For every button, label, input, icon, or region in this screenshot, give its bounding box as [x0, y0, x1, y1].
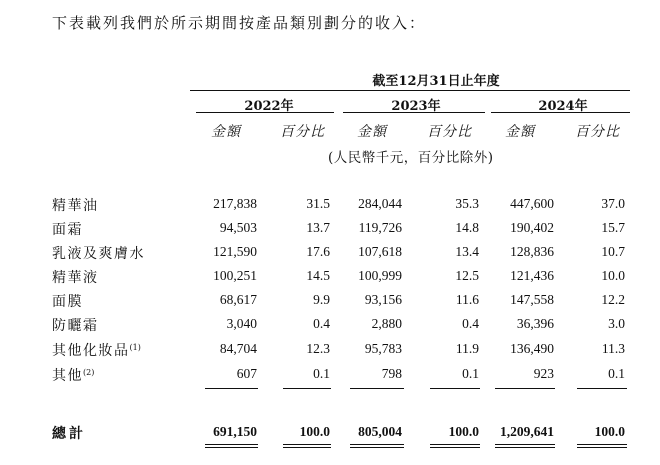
table-row: [0, 219, 660, 243]
cell-percent-2023: 12.5: [455, 268, 479, 283]
cell-percent-2022: 14.5: [306, 268, 330, 283]
total-double-rule: [430, 444, 480, 448]
cell-amount-2024: 121,436: [510, 268, 554, 283]
year-2024-rule: [491, 112, 630, 113]
cell-percent-2022: 0.1: [313, 366, 330, 381]
cell-percent-2023: 11.9: [455, 341, 479, 356]
col-amount-2023: 金額: [357, 124, 387, 140]
cell-amount-2024: 147,558: [510, 292, 554, 307]
cell-amount-2024: 128,836: [510, 244, 554, 259]
cell-amount-2022: 3,040: [226, 316, 257, 331]
total-label: 總計: [52, 426, 86, 442]
row-label: 精華液: [52, 270, 99, 286]
cell-percent-2023: 0.4: [462, 316, 479, 331]
table-row: [0, 243, 660, 267]
row-label: 防曬霜: [52, 318, 99, 334]
cell-amount-2022: 94,503: [219, 220, 257, 235]
total-amount-2024: 1,209,641: [500, 424, 554, 439]
cell-percent-2024: 11.3: [601, 341, 625, 356]
cell-percent-2022: 9.9: [313, 292, 330, 307]
period-header-rule: [190, 90, 630, 91]
cell-percent-2022: 17.6: [306, 244, 330, 259]
cell-amount-2023: 107,618: [358, 244, 402, 259]
cell-percent-2022: 12.3: [306, 341, 330, 356]
cell-percent-2022: 0.4: [313, 316, 330, 331]
cell-amount-2024: 447,600: [510, 196, 554, 211]
subtotal-rule: [350, 388, 404, 389]
cell-amount-2022: 607: [236, 366, 257, 381]
row-label: 其他$^{(2)}$: [52, 368, 95, 384]
total-amount-2023: 805,004: [358, 424, 402, 439]
cell-percent-2023: 11.6: [455, 292, 479, 307]
cell-amount-2023: 95,783: [364, 341, 402, 356]
table-row: [0, 267, 660, 291]
cell-percent-2024: 0.1: [608, 366, 625, 381]
cell-amount-2022: 68,617: [219, 292, 257, 307]
cell-percent-2024: 12.2: [601, 292, 625, 307]
total-percent-2024: 100.0: [594, 424, 625, 439]
row-label: 精華油: [52, 198, 99, 214]
col-percent-2024: 百分比: [575, 124, 620, 140]
cell-amount-2023: 119,726: [358, 220, 402, 235]
period-header: 截至12月31日止年度: [372, 74, 500, 89]
total-double-rule: [350, 444, 404, 448]
cell-percent-2022: 13.7: [306, 220, 330, 235]
col-amount-2022: 金額: [211, 124, 241, 140]
cell-percent-2024: 10.0: [601, 268, 625, 283]
cell-percent-2024: 15.7: [601, 220, 625, 235]
total-double-rule: [205, 444, 258, 448]
row-label: 其他化妝品$^{(1)}$: [52, 343, 141, 359]
total-double-rule: [495, 444, 555, 448]
year-2023: 2023年: [391, 99, 441, 114]
row-label: 面霜: [52, 222, 83, 238]
col-percent-2022: 百分比: [280, 124, 325, 140]
total-double-rule: [283, 444, 331, 448]
cell-amount-2024: 36,396: [516, 316, 554, 331]
cell-percent-2024: 10.7: [601, 244, 625, 259]
cell-amount-2023: 2,880: [371, 316, 402, 331]
cell-amount-2022: 100,251: [213, 268, 257, 283]
table-row: [0, 195, 660, 219]
cell-percent-2023: 0.1: [462, 366, 479, 381]
year-2022-rule: [196, 112, 334, 113]
cell-percent-2023: 13.4: [455, 244, 479, 259]
col-percent-2023: 百分比: [427, 124, 472, 140]
year-2023-rule: [343, 112, 485, 113]
intro-text: 下表載列我們於所示期間按產品類別劃分的收入：: [52, 14, 427, 32]
subtotal-rule: [283, 388, 331, 389]
table-row: [0, 291, 660, 315]
cell-amount-2023: 93,156: [364, 292, 402, 307]
cell-amount-2023: 798: [381, 366, 402, 381]
cell-amount-2024: 136,490: [510, 341, 554, 356]
subtotal-rule: [495, 388, 555, 389]
cell-amount-2022: 84,704: [219, 341, 257, 356]
cell-percent-2024: 37.0: [601, 196, 625, 211]
col-amount-2024: 金額: [505, 124, 535, 140]
cell-amount-2022: 121,590: [213, 244, 257, 259]
cell-percent-2023: 14.8: [455, 220, 479, 235]
row-label: 乳液及爽膚水: [52, 246, 145, 262]
cell-amount-2023: 284,044: [358, 196, 402, 211]
subtotal-rule: [430, 388, 480, 389]
table-row: [0, 340, 660, 364]
year-2024: 2024年: [538, 99, 588, 114]
total-amount-2022: 691,150: [213, 424, 257, 439]
year-2022: 2022年: [244, 99, 294, 114]
table-row: [0, 315, 660, 339]
row-label: 面膜: [52, 294, 83, 310]
cell-percent-2023: 35.3: [455, 196, 479, 211]
cell-amount-2024: 190,402: [510, 220, 554, 235]
cell-percent-2024: 3.0: [608, 316, 625, 331]
unit-note: (人民幣千元，百分比除外): [328, 150, 494, 166]
total-percent-2023: 100.0: [448, 424, 479, 439]
subtotal-rule: [205, 388, 258, 389]
total-double-rule: [577, 444, 627, 448]
total-percent-2022: 100.0: [299, 424, 330, 439]
subtotal-rule: [577, 388, 627, 389]
table-row: [0, 365, 660, 389]
cell-percent-2022: 31.5: [306, 196, 330, 211]
cell-amount-2023: 100,999: [358, 268, 402, 283]
cell-amount-2022: 217,838: [213, 196, 257, 211]
cell-amount-2024: 923: [533, 366, 554, 381]
